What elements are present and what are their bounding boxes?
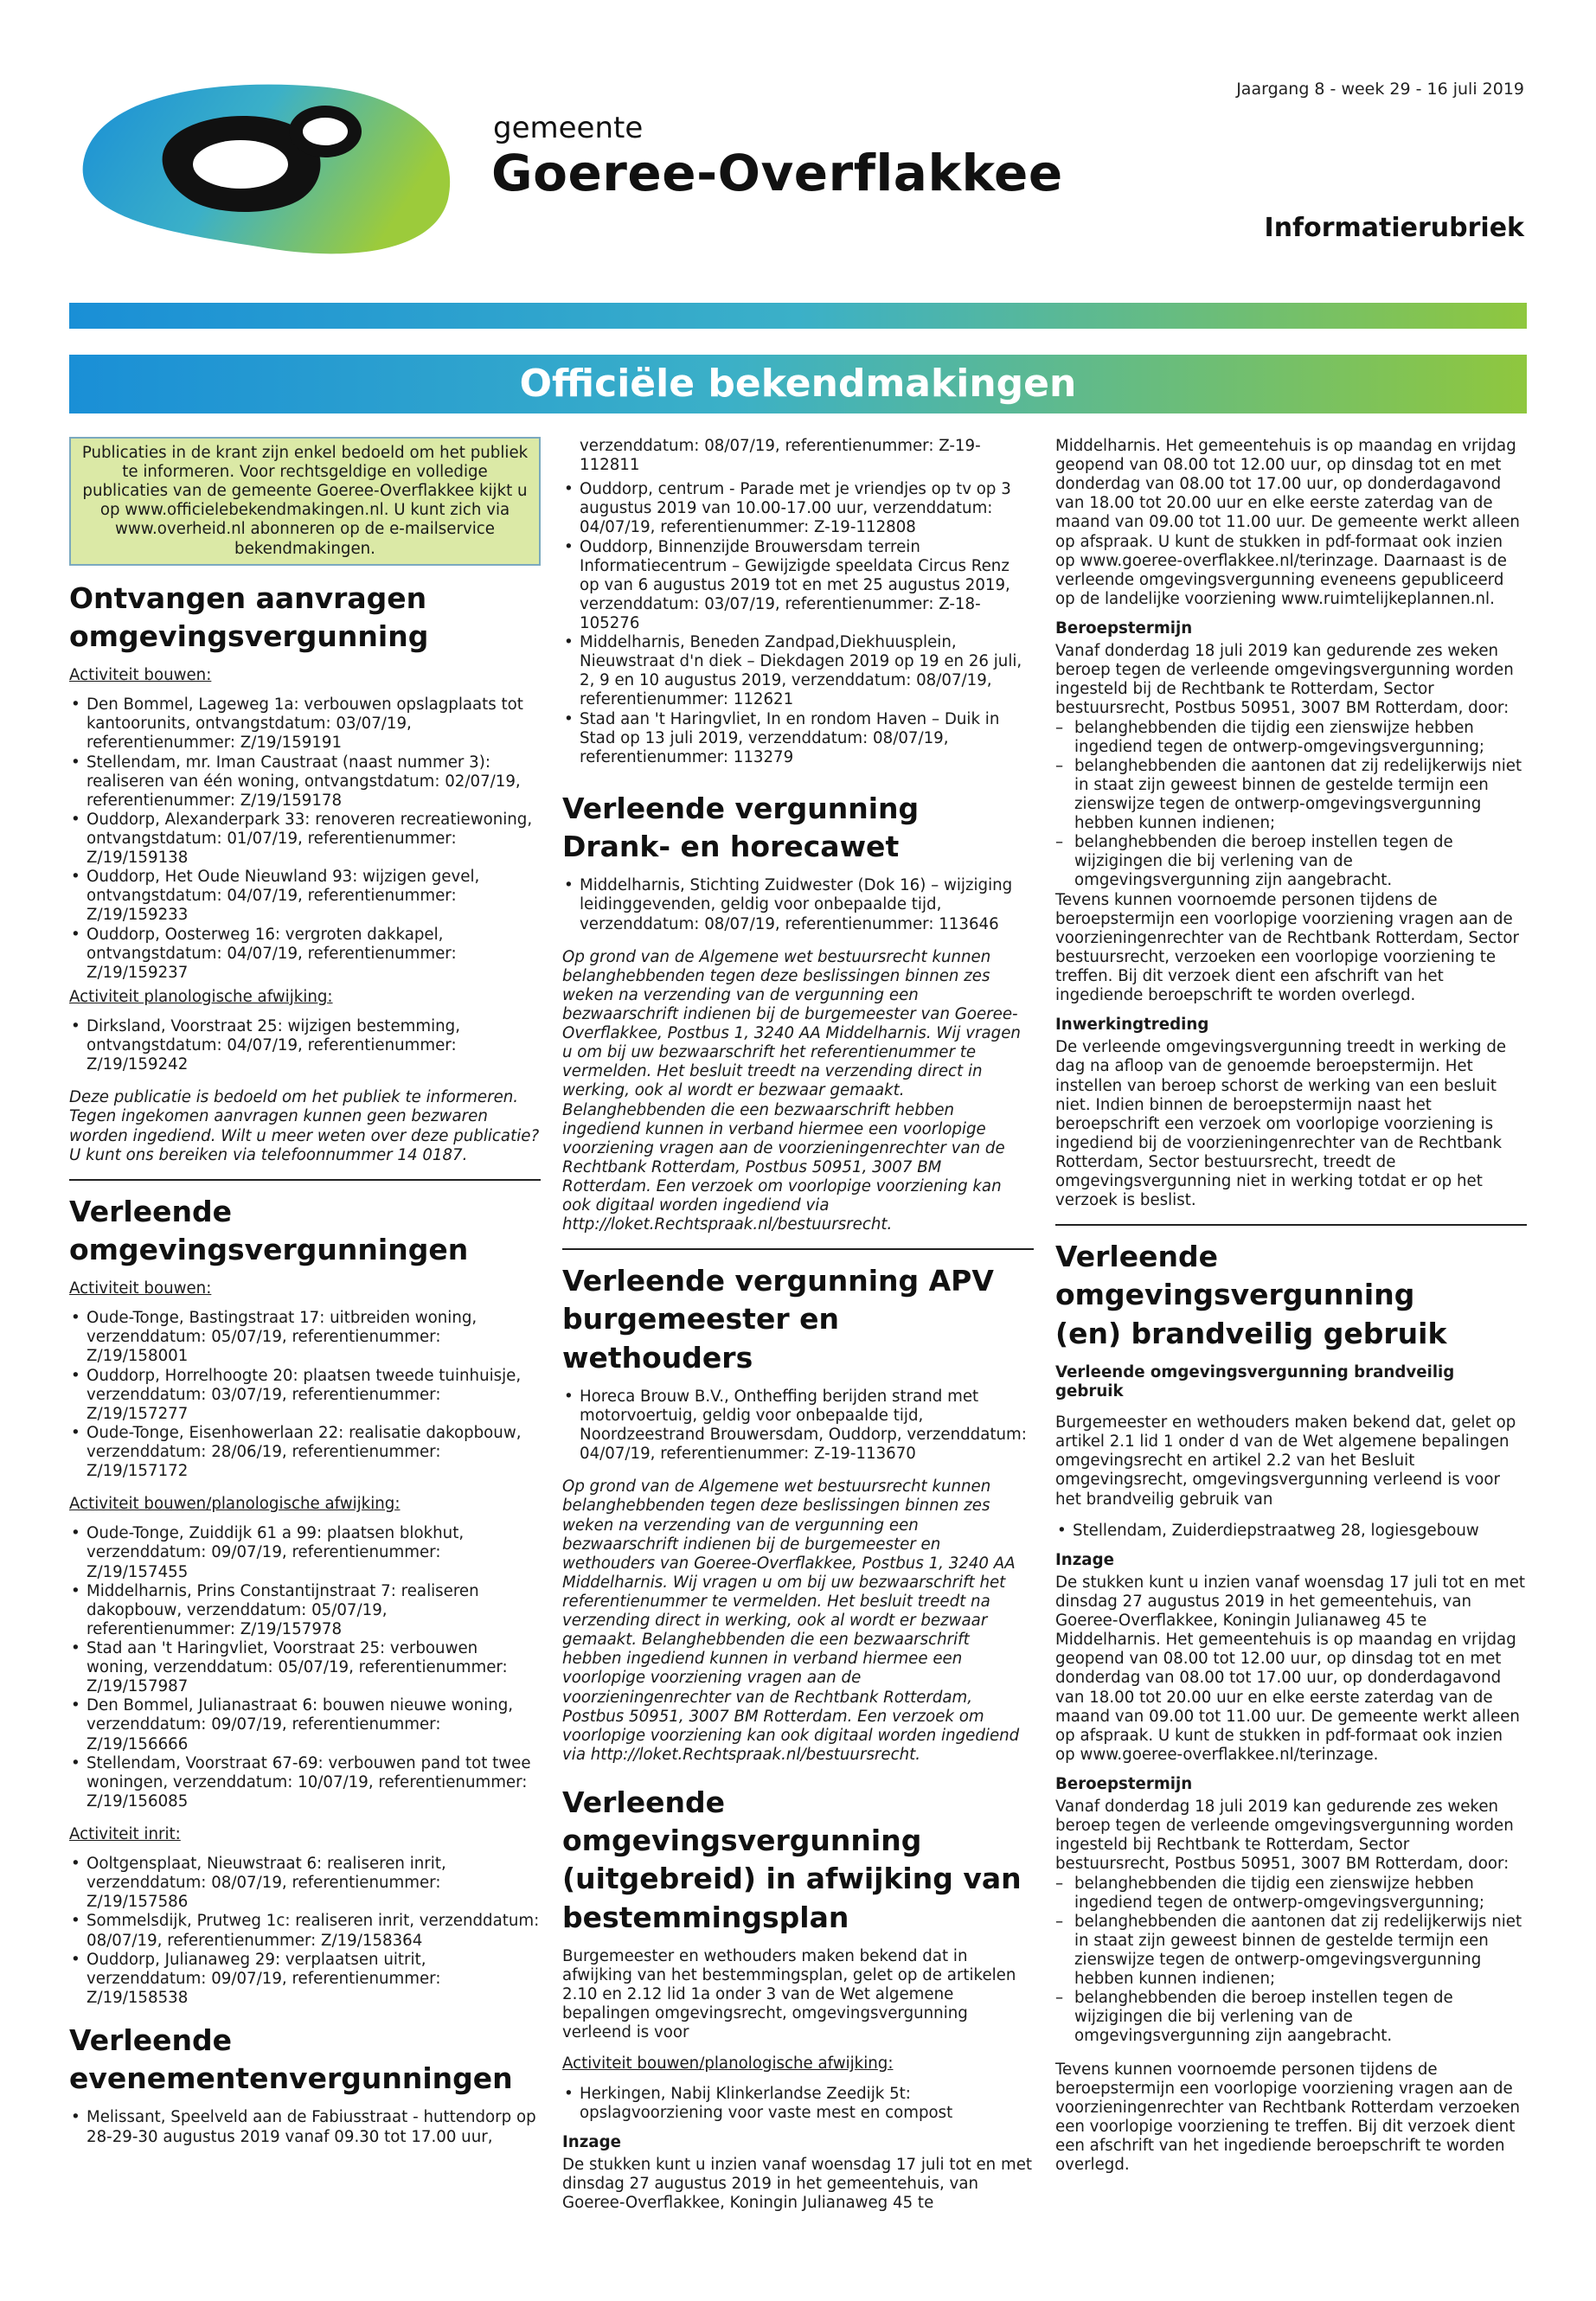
list-item: • Ouddorp, centrum - Parade met je vriendjes op tv op 3 augustus 2019 van 10.00-17.00 uur, verzenddatum: 04/07/19, referentienummer: Z-19-112808 [562,480,1034,537]
section-title: Verleende omgevingsvergunning (uitgebreid) in afwijking van bestemmingsplan [562,1785,1022,1934]
section-title: Verleende evenementenvergunningen [69,2022,513,2096]
list-item: • Ouddorp, Het Oude Nieuwland 93: wijzigen gevel, ontvangstdatum: 04/07/19, referentienummer: Z/19/159233 [69,868,541,925]
section-label: Informatierubriek [1264,213,1524,243]
activity-label: Activiteit bouwen: [69,1279,212,1298]
list-item: • Herkingen, Nabij Klinkerlandse Zeedijk 5t: opslagvoorziening voor vaste mest en compost [562,2085,1034,2123]
event-list [562,480,1034,767]
subheading-inwerkingtreding: Inwerkingtreding [1055,1016,1209,1035]
permit-list [562,2085,1034,2123]
list-item: • Ouddorp, Oosterweg 16: vergroten dakkapel, ontvangstdatum: 04/07/19, referentienummer: Z/19/159237 [69,926,541,983]
list-item: • Ouddorp, Alexanderpark 33: renoveren recreatiewoning, ontvangstdatum: 01/07/19, referentienummer: Z/19/159138 [69,811,541,868]
list-item: • Stellendam, Voorstraat 67-69: verbouwen pand tot twee woningen, verzenddatum: 10/07/19, referentienummer: Z/19/156085 [69,1754,541,1811]
gradient-bar [69,303,1527,329]
list-item: • Ouddorp, Horrelhoogte 20: plaatsen tweede tuinhuisje, verzenddatum: 03/07/19, referentienummer: Z/19/157277 [69,1367,541,1424]
list-item: • Melissant, Speelveld aan de Fabiusstraat - huttendorp op 28-29-30 augustus 2019 vanaf 09.30 tot 17.00 uur, [69,2108,541,2146]
permit-list [1055,1522,1527,1541]
list-item: • Oude-Tonge, Eisenhowerlaan 22: realisatie dakopbouw, verzenddatum: 28/06/19, referentienummer: Z/19/157172 [69,1424,541,1481]
inwerking-text: De verleende omgevingsvergunning treedt in werking de dag na afloop van de genoemde beroepstermijn. Het instellen van beroep schorst de werking van een besluit niet. Indien binnen de beroepstermijn naast het beroepschrift een verzoek om voorlopige voorziening is ingediend bij de voorzieningenrechter van de Rechtbank Rotterdam, Sector bestuursrecht, treedt de omgevingsvergunning niet in werking totdat er op het verzoek is beslist. [1055,1038,1507,1210]
banner-title: Officiële bekendmakingen [69,355,1527,413]
subheading-inzage: Inzage [562,2132,621,2151]
subheading-beroep: Beroepstermijn [1055,619,1193,638]
subheading-beroep: Beroepstermijn [1055,1775,1193,1793]
list-item: • Middelharnis, Stichting Zuidwester (Dok 16) – wijziging leidinggevenden, geldig voor onbepaalde tijd, verzenddatum: 08/07/19, referentienummer: 113646 [562,876,1034,933]
beroep-list [1055,719,1527,891]
inzage-text: De stukken kunt u inzien vanaf woensdag 17 juli tot en met dinsdag 27 augustus 2019 in het gemeentehuis, van Goeree-Overflakkee, Koningin Julianaweg 45 te [562,2155,1033,2213]
beroep-after-text: Tevens kunnen voornoemde personen tijdens de beroepstermijn een voorlopige voorziening vragen aan de voorzieningenrechter van Rechtbank Rotterdam verzoeken een voorlopige voorziening te treffen. Bij dit verzoek dient een afschrift van het ingediende beroepschrift te worden overlegd. [1055,2060,1521,2175]
divider [69,1179,541,1181]
inzage-text: De stukken kunt u inzien vanaf woensdag 17 juli tot en met dinsdag 27 augustus 2019 in het gemeentehuis, van Goeree-Overflakkee, Koningin Julianaweg 45 te Middelharnis. Het gemeentehuis is op maandag en vrijdag geopend van 08.00 tot 12.00 uur, op dinsdag tot en met donderdag van 08.00 tot 17.00 uur, op donderdagavond van 18.00 tot 20.00 uur en elke eerste zaterdag van de maand van 09.00 tot 11.00 uur. De gemeente werkt alleen op afspraak. U kunt de stukken in pdf-formaat ook inzien op www.goeree-overflakkee.nl/terinzage. [1055,1573,1526,1764]
permit-list [69,1855,541,2008]
list-item: • Oude-Tonge, Zuiddijk 61 a 99: plaatsen blokhut, verzenddatum: 09/07/19, referentienummer: Z/19/157455 [69,1524,541,1581]
legal-note: Op grond van de Algemene wet bestuursrecht kunnen belanghebbenden tegen deze beslissingen binnen zes weken na verzending van de vergunning een bezwaarschrift indienen bij de burgemeester en wethouders van Goeree-Overflakkee, Postbus 1, 3240 AA Middelharnis. Wij vragen u om bij uw bezwaarschrift het referentienummer te vermelden. Het besluit treedt na verzending direct in werking, ook al wordt er bezwaar gemaakt. Belanghebbenden die een bezwaarschrift hebben ingediend kunnen in verband hiermee een voorlopige voorziening vragen aan de voorzieningenrechter van de Rechtbank Rotterdam, Postbus 50951, 3007 BM Rotterdam. Een verzoek om voorlopige voorziening kan ook digitaal worden ingediend via http://loket.Rechtspraak.nl/bestuursrecht. [562,1477,1020,1764]
activity-label: Activiteit bouwen/planologische afwijking: [562,2054,894,2073]
permit-list [562,876,1034,933]
divider [1055,1224,1527,1226]
section-title: Verleende vergunning Drank- en horecawet [562,791,920,864]
list-item: • Dirksland, Voorstraat 25: wijzigen bestemming, ontvangstdatum: 04/07/19, referentienummer: Z/19/159242 [69,1017,541,1074]
list-item: – belanghebbenden die tijdig een zienswijze hebben ingediend tegen de ontwerp-omgevingsvergunning; [1055,719,1527,757]
application-list [69,1017,541,1074]
section-title: Ontvangen aanvragen omgevingsvergunning [69,580,429,653]
application-list [69,695,541,983]
permit-list [562,1388,1034,1464]
list-item: • Middelharnis, Prins Constantijnstraat 7: realiseren dakopbouw, verzenddatum: 05/07/19, referentienummer: Z/19/157978 [69,1582,541,1639]
info-note: Deze publicatie is bedoeld om het publiek te informeren. Tegen ingekomen aanvragen kunnen geen bezwaren worden ingediend. Wilt u meer weten over deze publicatie? U kunt ons bereiken via telefoonnummer 14 0187. [69,1088,540,1164]
column-1 [69,437,541,2301]
section-title: Verleende omgevingsvergunning (en) brandveilig gebruik [1055,1240,1447,1350]
list-item: • Stellendam, Zuiderdiepstraatweg 28, logiesgebouw [1055,1522,1527,1541]
beroep-list [1055,1875,1527,2047]
permit-list [69,1309,541,1481]
list-item: • Ouddorp, Julianaweg 29: verplaatsen uitrit, verzenddatum: 09/07/19, referentienummer: Z/19/158538 [69,1951,541,2008]
beroep-text: Vanaf donderdag 18 juli 2019 kan gedurende zes weken beroep tegen de verleende omgevingsvergunning worden ingesteld bij de Rechtbank te Rotterdam, Sector bestuursrecht, Postbus 50951, 3007 BM Rotterdam, door: [1055,642,1514,718]
event-list [69,2108,541,2146]
list-item: – belanghebbenden die tijdig een zienswijze hebben ingediend tegen de ontwerp-omgevingsvergunning; [1055,1875,1527,1913]
list-item: • Horeca Brouw B.V., Ontheffing berijden strand met motorvoertuig, geldig voor onbepaalde tijd, Noordzeestrand Brouwersdam, Ouddorp, verzenddatum: 04/07/19, referentienummer: Z-19-113670 [562,1388,1034,1464]
activity-label: Activiteit bouwen: [69,666,212,685]
list-item: • Stad aan 't Haringvliet, In en rondom Haven – Duik in Stad op 13 juli 2019, verzenddatum: 08/07/19, referentienummer: 113279 [562,710,1034,767]
list-item: • Stad aan 't Haringvliet, Voorstraat 25: verbouwen woning, verzenddatum: 05/07/19, referentienummer: Z/19/157987 [69,1639,541,1696]
continued-text: verzenddatum: 08/07/19, referentienummer: Z-19-112811 [580,437,981,475]
column-2 [562,437,1034,2301]
list-item: • Oude-Tonge, Bastingstraat 17: uitbreiden woning, verzenddatum: 05/07/19, referentienummer: Z/19/158001 [69,1309,541,1366]
brand-prefix: gemeente [493,111,644,145]
activity-label: Activiteit bouwen/planologische afwijking: [69,1495,401,1514]
intro-text: Burgemeester en wethouders maken bekend dat in afwijking van het bestemmingsplan, gelet op de artikelen 2.10 en 2.12 lid 1a onder 3 van de Wet algemene bepalingen omgevingsrecht, omgevingsvergunning verleend is voor [562,1946,1016,2042]
municipality-logo [67,78,465,260]
list-item: • Ouddorp, Binnenzijde Brouwersdam terrein Informatiecentrum – Gewijzigde speeldata Circus Renz op van 6 augustus 2019 tot en met 25 augustus 2019, verzenddatum: 03/07/19, referentienummer: Z-18-105276 [562,538,1034,634]
list-item: • Den Bommel, Julianastraat 6: bouwen nieuwe woning, verzenddatum: 09/07/19, referentienummer: Z/19/156666 [69,1696,541,1753]
list-item: • Middelharnis, Beneden Zandpad,Diekhuusplein, Nieuwstraat d'n diek – Diekdagen 2019 op 19 en 26 juli, 2, 9 en 10 augustus 2019, verzenddatum: 08/07/19, referentienummer: 112621 [562,633,1034,709]
beroep-after-text: Tevens kunnen voornoemde personen tijdens de beroepstermijn een voorlopige voorziening vragen aan de voorzieningenrechter van de Rechtbank Rotterdam, Sector bestuursrecht, verzoeken een voorlopige voorziening te treffen. Bij dit verzoek dient een afschrift van het ingediende beroepschrift te worden overlegd. [1055,890,1519,1005]
permit-list [69,1524,541,1811]
list-item: – belanghebbenden die aantonen dat zij redelijkerwijs niet in staat zijn geweest binnen de gestelde termijn een zienswijze tegen de ontwerp-omgevingsvergunning hebben kunnen indienen; [1055,1913,1527,1989]
info-notice: Publicaties in de krant zijn enkel bedoeld om het publiek te informeren. Voor rechtsgeldige en volledige publicaties van de gemeente Goeree-Overflakkee kijkt u op www.officielebekendmakingen.nl. U kunt zich via www.overheid.nl abonneren op de e-mailservice bekendmakingen. [69,437,541,566]
activity-label: Activiteit inrit: [69,1825,181,1843]
activity-label: Activiteit planologische afwijking: [69,987,333,1006]
list-item: • Stellendam, mr. Iman Caustraat (naast nummer 3): realiseren van één woning, ontvangstdatum: 02/07/19, referentienummer: Z/19/159178 [69,753,541,811]
list-item: • Sommelsdijk, Prutweg 1c: realiseren inrit, verzenddatum: 08/07/19, referentienummer: Z/19/158364 [69,1912,541,1950]
list-item: – belanghebbenden die beroep instellen tegen de wijzigingen die bij verlening van de omgevingsvergunning zijn aangebracht. [1055,833,1527,890]
subheading: Verleende omgevingsvergunning brandveilig gebruik [1055,1362,1455,1401]
continued-text: Middelharnis. Het gemeentehuis is op maandag en vrijdag geopend van 08.00 tot 12.00 uur, op dinsdag tot en met donderdag van 08.00 tot 17.00 uur, op donderdagavond van 18.00 tot 20.00 uur en elke eerste zaterdag van de maand van 09.00 tot 11.00 uur. De gemeente werkt alleen op afspraak. U kunt de stukken in pdf-formaat ook inzien op www.goeree-overflakkee.nl/terinzage. Daarnaast is de verleende omgevingsvergunning eveneens gepubliceerd op de landelijke voorziening www.ruimtelijkeplannen.nl. [1055,437,1520,608]
section-title: Verleende vergunning APV burgemeester en wethouders [562,1264,994,1375]
section-title: Verleende omgevingsvergunningen [69,1194,469,1266]
list-item: • Ooltgensplaat, Nieuwstraat 6: realiseren inrit, verzenddatum: 08/07/19, referentienummer: Z/19/157586 [69,1855,541,1912]
brand-name: Goeree-Overflakkee [491,144,1063,202]
edition-info: Jaargang 8 - week 29 - 16 juli 2019 [1236,80,1524,99]
list-item: – belanghebbenden die beroep instellen tegen de wijzigingen die bij verlening van de omgevingsvergunning zijn aangebracht. [1055,1989,1527,2046]
list-item: • Den Bommel, Lageweg 1a: verbouwen opslagplaats tot kantoorunits, ontvangstdatum: 03/07/19, referentienummer: Z/19/159191 [69,695,541,753]
divider [562,1248,1034,1250]
list-item: – belanghebbenden die aantonen dat zij redelijkerwijs niet in staat zijn geweest binnen de gestelde termijn een zienswijze tegen de ontwerp-omgevingsvergunning hebben kunnen indienen; [1055,757,1527,833]
beroep-text: Vanaf donderdag 18 juli 2019 kan gedurende zes weken beroep tegen de verleende omgevingsvergunning worden ingesteld bij Rechtbank te Rotterdam, Sector bestuursrecht, Postbus 50951, 3007 BM Rotterdam, door: [1055,1798,1514,1874]
subheading-inzage: Inzage [1055,1550,1114,1569]
column-3 [1055,437,1527,2301]
intro-text: Burgemeester en wethouders maken bekend dat, gelet op artikel 2.1 lid 1 onder d van de Wet algemene bepalingen omgevingsrecht en artikel 2.2 van het Besluit omgevingsrecht, omgevingsvergunning verleend is voor het brandveilig gebruik van [1055,1413,1516,1509]
legal-note: Op grond van de Algemene wet bestuursrecht kunnen belanghebbenden tegen deze beslissingen binnen zes weken na verzending van de vergunning een bezwaarschrift indienen bij de burgemeester van Goeree-Overflakkee, Postbus 1, 3240 AA Middelharnis. Wij vragen u om bij uw bezwaarschrift het referentienummer te vermelden. Het besluit treedt na verzending direct in werking, ook al wordt er bezwaar gemaakt. Belanghebbenden die een bezwaarschrift hebben ingediend kunnen in verband hiermee een voorlopige voorziening vragen aan de voorzieningenrechter van de Rechtbank Rotterdam, Postbus 50951, 3007 BM Rotterdam. Een verzoek om voorlopige voorziening kan ook digitaal worden ingediend via http://loket.Rechtspraak.nl/bestuursrecht. [562,947,1021,1234]
